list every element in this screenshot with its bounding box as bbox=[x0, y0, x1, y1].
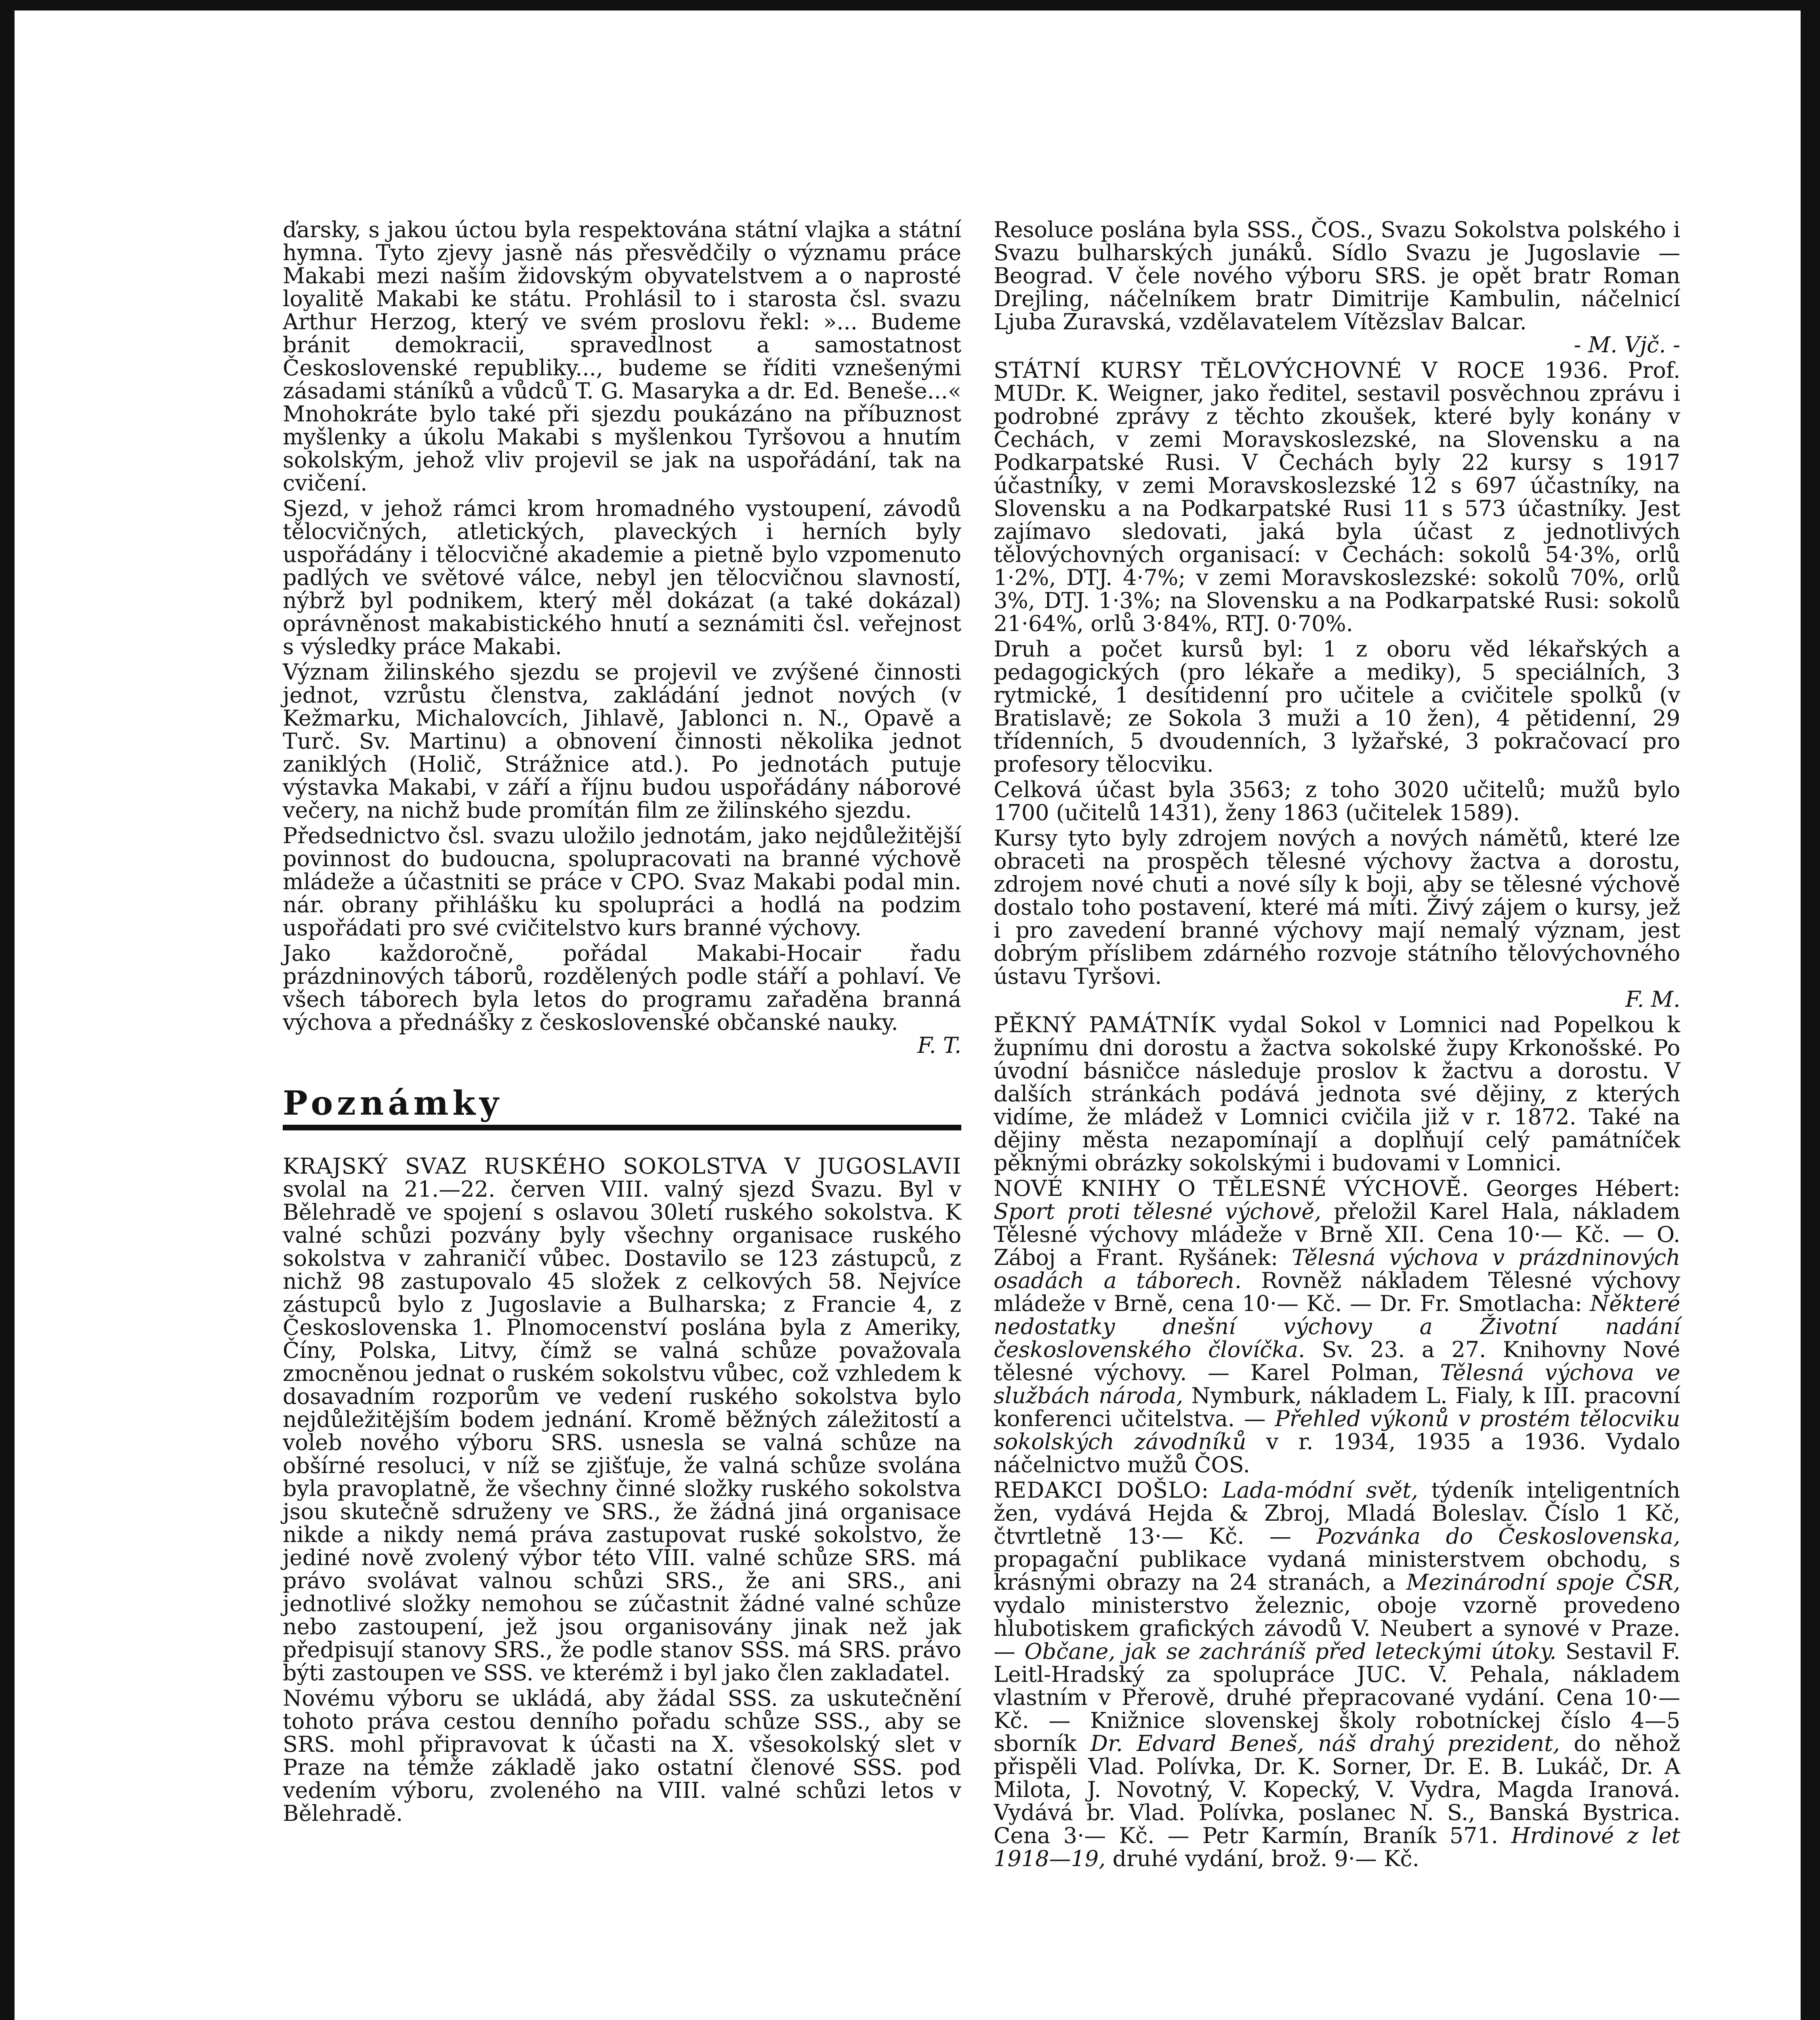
paragraph-heading: NOVÉ KNIHY O TĚLESNÉ VÝCHOVĚ. bbox=[994, 1176, 1469, 1201]
paragraph-text: svolal na 21.—22. červen VIII. valný sjezd Svazu. Byl v Bělehradě ve spojení s oslavou 30letí ruského sokolstva. K valné schůzi pozvány byly všechny organisace ruského sokolstva v zahraničí vůbec. Dostavilo se 123 zástupců, z nichž 98 zastupovalo 45 složek z celkových 58. Nejvíce zástupců bylo z Jugoslavie a Bulharska; z Francie 4, z Československa 1. Plnomocenství poslána byla z Ameriky, Číny, Polska, Litvy, čímž se valná schůze považovala zmocněnou jednat o ruském sokolstvu vůbec, což vzhledem k dosavadním rozporům ve vedení ruského sokolstva bylo nejdůležitějším bodem jednání. Kromě běžných záležitostí a voleb nového výboru SRS. usnesla se valná schůze na obšírné resoluci, v níž se zjišťuje, že valná schůze svolána byla pravoplatně, že všechny činné složky ruského sokolstva jsou skutečně sdruženy ve SRS., že žádná jiná organisace nikde a nikdy nemá práva zastupovat ruské sokolstvo, že jediné nově zvolený výbor této VIII. valné schůze SRS. má právo svolávat valnou schůzi SRS., že ani SRS., ani jednotlivé složky nemohou se zúčastnit žádné valné schůze nebo zastoupení, jež jsou organisovány jinak než jak předpisují stanovy SRS., že podle stanov SSS. má SRS. právo býti zastoupen ve SSS. ve kterémž i byl jako člen zakladatel. bbox=[283, 1176, 961, 1685]
text-run: přeložil Karel Hala, nákladem Tělesné výchovy mládeže v Brně XII. Cena 10·— Kč. — O. Záboj a Frant. Ryšánek: bbox=[994, 1199, 1681, 1270]
title-italic: Některé nedostatky dnešní výchovy a Životní nadání československého človíčka. bbox=[994, 1291, 1680, 1362]
text-run: Georges Hébert: bbox=[1469, 1176, 1681, 1201]
title-italic: Hrdinové z let 1918—19, bbox=[994, 1823, 1680, 1871]
paragraph-text: Význam žilinského sjezdu se projevil ve zvýšené činnosti jednot, vzrůstu členstva, zakládání jednot nových (v Kežmarku, Michalovcích, Jihlavě, Jablonci n. N., Opavě a Turč. Sv. Martinu) a obnovení činnosti několika jednot zaniklých (Holič, Strážnice atd.). Po jednotách putuje výstavka Makabi, v září a říjnu budou uspořádány náborové večery, na nichž bude promítán film ze žilinského sjezdu. bbox=[283, 659, 961, 823]
title-italic: Lada-módní svět, bbox=[1222, 1477, 1418, 1503]
paragraph bbox=[283, 824, 961, 939]
text-run: Sv. 23. a 27. Knihovny Nové tělesné výchovy. — Karel Polman, bbox=[994, 1337, 1680, 1385]
paragraph-heading: STÁTNÍ KURSY TĚLOVÝCHOVNÉ V ROCE 1936. bbox=[994, 358, 1609, 383]
section-title: Poznámky bbox=[283, 1084, 503, 1123]
text-run: druhé vydání, brož. 9·— Kč. bbox=[1105, 1846, 1419, 1871]
paragraph bbox=[994, 218, 1680, 356]
paragraph-text: Předsednictvo čsl. svazu uložilo jednotám, jako nejdůležitější povinnost do budoucna, spolupracovati na branné výchově mládeže a účastniti se práce v CPO. Svaz Makabi podal min. nár. obrany přihlášku ku spolupráci a hodlá na podzim uspořádati pro své cvičitelstvo kurs branné výchovy. bbox=[283, 823, 961, 941]
paragraph-text: Jako každoročně, pořádal Makabi-Hocair řadu prázdninových táborů, rozdělených podle stáří a pohlaví. Ve všech táborech byla letos do programu zařaděna branná výchova a přednášky z československé občanské nauky. bbox=[283, 941, 961, 1035]
left-column-articles bbox=[283, 218, 961, 1057]
title-italic: Tělesná výchova ve službách národa, bbox=[994, 1360, 1680, 1408]
paragraph bbox=[283, 1155, 961, 1684]
section-rule bbox=[283, 1125, 961, 1130]
paragraph bbox=[283, 497, 961, 658]
title-italic: Tělesná výchova v prázdninových osadách a táborech. bbox=[994, 1245, 1680, 1293]
paragraph bbox=[283, 942, 961, 1057]
scan-border-left bbox=[0, 0, 15, 2020]
paragraph bbox=[283, 1687, 961, 1825]
signature: F. T. bbox=[917, 1033, 961, 1058]
scan-border-right bbox=[1801, 0, 1820, 2020]
paragraph-text: Sjezd, v jehož rámci krom hromadného vystoupení, závodů tělocvičných, atletických, plaveckých i herních byly uspořádány i tělocvičné akademie a pietně bylo vzpomenuto padlých ve světové válce, nebyl jen tělocvičnou slavností, nýbrž byl podnikem, který měl dokázat (a také dokázal) oprávněnost makabistického hnutí a seznámiti čsl. veřejnost s výsledky práce Makabi. bbox=[283, 496, 961, 659]
signature: F. M. bbox=[1625, 987, 1680, 1012]
paragraph bbox=[994, 638, 1680, 776]
paragraph-text: Kursy tyto byly zdrojem nových a nových námětů, které lze obraceti na prospěch tělesné výchovy žactva a dorostu, zdrojem nové chuti a nové síly k boji, aby se tělesné výchově dostalo toho postavení, které má míti. Živý zájem o kursy, jež i pro zavedení branné výchovy mají nemalý význam, jest dobrým příslibem zdárného rozvoje státního tělovýchovného ústavu Tyršovi. bbox=[994, 825, 1680, 989]
paragraph-text: ďarsky, s jakou úctou byla respektována státní vlajka a státní hymna. Tyto zjevy jasně nás přesvědčily o významu práce Makabi mezi naším židovským obyvatelstvem a o naprosté loyalitě Makabi ke státu. Prohlásil to i starosta čsl. svazu Arthur Herzog, který ve svém proslovu řekl: »... Budeme bránit demokracii, spravedlnost a samostatnost Československé republiky..., budeme se říditi vznešenými zásadami stáníků a vůdců T. G. Masaryka a dr. Ed. Beneše...« Mnohokráte bylo také při sjezdu poukázáno na příbuznost myšlenky a úkolu Makabi s myšlenkou Tyršovou a hnutím sokolským, jehož vliv projevil se jak na uspořádání, tak na cvičení. bbox=[283, 217, 961, 496]
paragraph bbox=[994, 1013, 1680, 1174]
paragraph-text: Prof. MUDr. K. Weigner, jako ředitel, sestavil posvěchnou zprávu i podrobné zprávy z těchto zkoušek, které byly konány v Čechách, v zemi Moravskoslezské, na Slovensku a na Podkarpatské Rusi. V Čechách byly 22 kursy s 1917 účastníky, v zemi Moravskoslezské 12 s 697 účastníky, na Slovensku a na Podkarpatské Rusi 11 s 573 účastníky. Jest zajímavo sledovati, jaká byla účast z jednotlivých tělovýchovných organisací: v Čechách: sokolů 54·3%, orlů 1·2%, DTJ. 4·7%; v zemi Moravskoslezské: sokolů 70%, orlů 3%, DTJ. 1·3%; na Slovensku a na Podkarpatské Rusi: sokolů 21·64%, orlů 3·84%, RTJ. 0·70%. bbox=[994, 358, 1680, 636]
left-column-notes bbox=[283, 1155, 961, 1825]
title-italic: Pozvánka do Československa, bbox=[1316, 1523, 1680, 1549]
paragraph bbox=[994, 827, 1680, 1011]
paragraph-text: Resoluce poslána byla SSS., ČOS., Svazu Sokolstva polského i Svazu bulharských junáků. Sídlo Svazu je Jugoslavie — Beograd. V čele nového výboru SRS. je opět bratr Roman Drejling, náčelníkem bratr Dimitrije Kambulin, náčelnicí Ljuba Zuravská, vzdělavatelem Vítězslav Balcar. bbox=[994, 217, 1680, 335]
text-run bbox=[1209, 1477, 1222, 1503]
text-run: vydalo ministerstvo železnic, oboje vzorně provedeno hlubotiskem grafických závodů V. Neubert a synové v Praze. — bbox=[994, 1593, 1680, 1664]
paragraph bbox=[994, 359, 1680, 635]
paragraph-heading: KRAJSKÝ SVAZ RUSKÉHO SOKOLSTVA V JUGOSLAVII bbox=[283, 1153, 961, 1179]
title-italic: Dr. Edvard Beneš, náš drahý prezident, bbox=[1090, 1731, 1560, 1756]
paragraph bbox=[283, 218, 961, 494]
left-column bbox=[283, 218, 961, 1827]
text-run: v r. 1934, 1935 a 1936. Vydalo náčelnictvo mužů ČOS. bbox=[994, 1429, 1680, 1477]
paragraph bbox=[283, 661, 961, 822]
paragraph-text: vydal Sokol v Lomnici nad Popelkou k župnímu dni dorostu a žactva sokolské župy Krkonošské. Po úvodní básničce následuje proslov k žactvu a dorostu. V dalších stránkách podává jednota své dějiny, z kterých vidíme, že mládež v Lomnici cvičila již v r. 1872. Také na dějiny města nezapomínají a doplňují celý památníček pěknými obrázky sokolskými i budovami v Lomnici. bbox=[994, 1012, 1680, 1176]
text-run: propagační publikace vydaná ministerstvem obchodu, s krásnými obrazy na 24 stranách, a bbox=[994, 1547, 1680, 1595]
text-run: Nymburk, nákladem L. Fialy, k III. pracovní konferenci učitelstva. — bbox=[994, 1383, 1680, 1431]
text-run: do něhož přispěli Vlad. Polívka, Dr. K. Sorner, Dr. E. B. Lukáč, Dr. A Milota, J. Novotný, V. Kopecký, V. Vydra, Magda Iranová. Vydává br. Vlad. Polívka, poslanec N. S., Banská Bystrica. Cena 3·— Kč. — Petr Karmín, Braník 571. bbox=[994, 1731, 1680, 1848]
paragraph-heading: REDAKCI DOŠLO: bbox=[994, 1477, 1209, 1503]
paragraph-text: Celková účast byla 3563; z toho 3020 učitelů; mužů bylo 1700 (učitelů 1431), ženy 1863 (učitelek 1589). bbox=[994, 777, 1680, 825]
paragraph bbox=[994, 1479, 1680, 1870]
title-italic: Mezinárodní spoje ČSR, bbox=[1406, 1570, 1680, 1595]
paragraph bbox=[994, 778, 1680, 824]
right-column bbox=[994, 218, 1680, 1873]
paragraph-heading: PĚKNÝ PAMÁTNÍK bbox=[994, 1012, 1216, 1037]
text-run: Rovněž nákladem Tělesné výchovy mládeže v Brně, cena 10·— Kč. — Dr. Fr. Smotlacha: bbox=[994, 1268, 1680, 1316]
title-italic: Občane, jak se zachráníš před leteckými útoky. bbox=[1024, 1639, 1557, 1664]
text-run: týdeník inteligentních žen, vydává Hejda & Zbroj, Mladá Boleslav. Číslo 1 Kč, čtvrtletně 13·— Kč. — bbox=[994, 1477, 1680, 1549]
text-run: Sestavil F. Leitl-Hradský za spolupráce JUC. V. Pehala, nákladem vlastním v Přerově, druhé přepracované vydání. Cena 10·— Kč. — Knižnice slovenskej školy robotníckej číslo 4—5 sborník bbox=[994, 1639, 1681, 1756]
title-italic: Přehled výkonů v prostém tělocviku sokolských závodníků bbox=[994, 1406, 1680, 1454]
paragraph-text: Novému výboru se ukládá, aby žádal SSS. za uskutečnění tohoto práva cestou denního pořadu schůze SSS., aby se SRS. mohl připravovat k účasti na X. všesokolský slet v Praze na témže základě jako ostatní členové SSS. pod vedením výboru, zvoleného na VIII. valné schůzi letos v Bělehradě. bbox=[283, 1685, 961, 1826]
paragraph-text: Druh a počet kursů byl: 1 z oboru věd lékařských a pedagogických (pro lékaře a mediky), 5 speciálních, 3 rytmické, 1 desítidenní pro učitele a cvičitele spolků (v Bratislavě; ze Sokola 3 muži a 10 žen), 4 pětidenní, 29 třídenních, 5 dvoudenních, 3 lyžařské, 3 pokračovací pro profesory tělocviku. bbox=[994, 636, 1680, 777]
scan-border-top bbox=[0, 0, 1820, 11]
title-italic: Sport proti tělesné výchově, bbox=[994, 1199, 1322, 1224]
paragraph bbox=[994, 1177, 1680, 1476]
signature: - M. Vjč. - bbox=[1574, 332, 1680, 358]
